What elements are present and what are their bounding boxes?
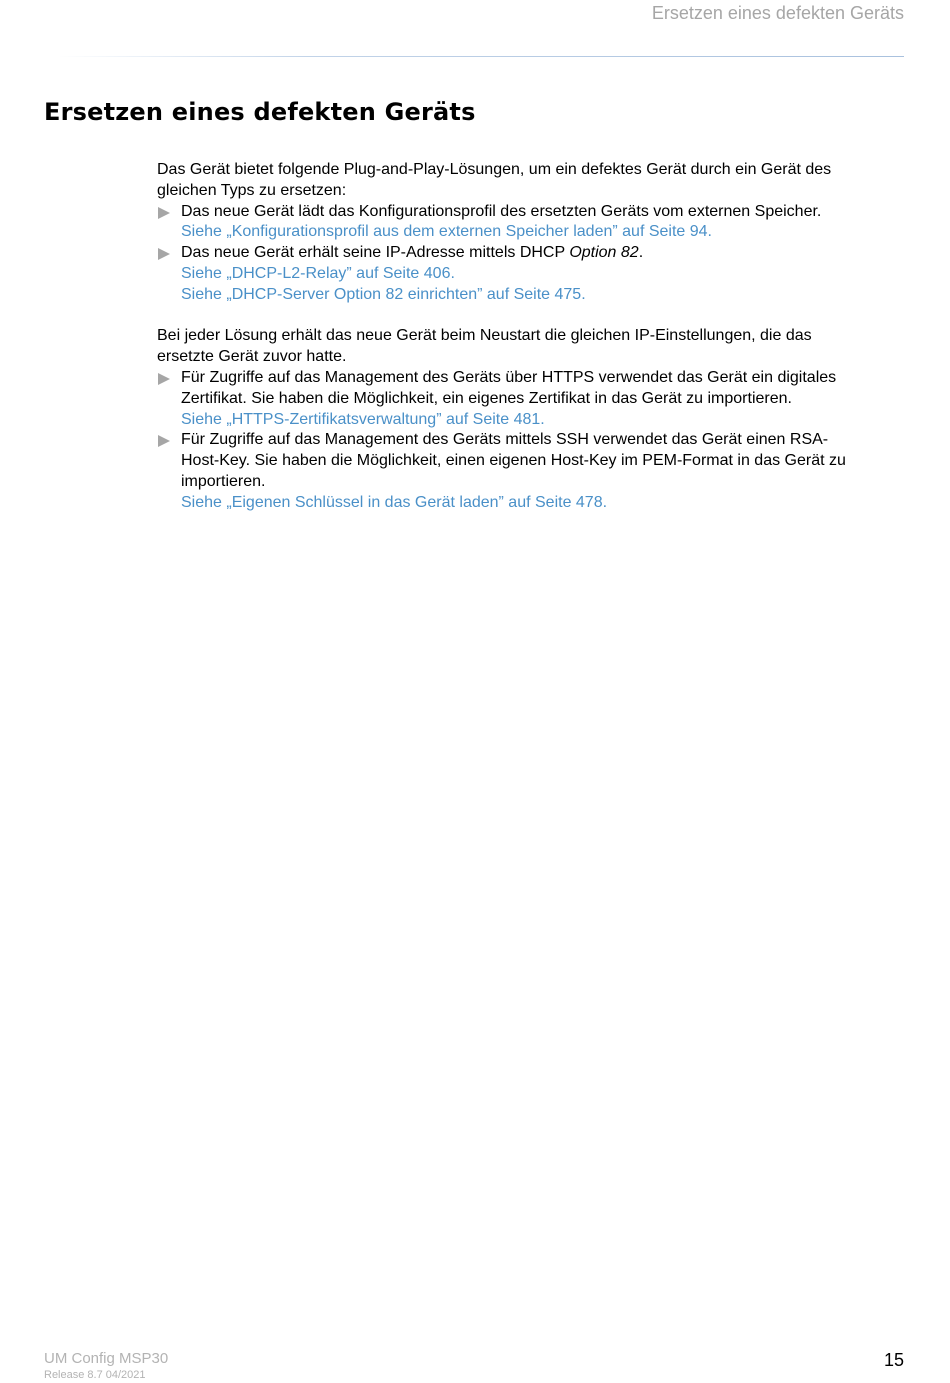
- paragraph-spacer: [157, 306, 917, 327]
- cross-reference-link[interactable]: Siehe „DHCP-Server Option 82 einrichten” auf Seite 475.: [181, 285, 586, 303]
- list-item: [157, 368, 917, 430]
- list-item: [157, 202, 917, 244]
- text-line: Bei jeder Lösung erhält das neue Gerät beim Neustart die gleichen IP-Einstellungen, die das: [157, 327, 812, 345]
- list-item-text: Zertifikat. Sie haben die Möglichkeit, ein eigenes Zertifikat in das Gerät zu importieren.: [181, 389, 792, 407]
- footer-release: Release 8.7 04/2021: [44, 1369, 146, 1381]
- cross-reference-link[interactable]: Siehe „DHCP-L2-Relay” auf Seite 406.: [181, 264, 455, 282]
- running-header: Ersetzen eines defekten Geräts: [651, 3, 904, 23]
- intro-paragraph-1: [157, 160, 917, 202]
- list-item-text: Das neue Gerät lädt das Konfigurationsprofil des ersetzten Geräts vom externen Speicher.: [181, 202, 822, 220]
- italic-term: Option 82: [569, 244, 639, 262]
- triangle-bullet-icon: [158, 373, 170, 385]
- list-item-text: Host-Key. Sie haben die Möglichkeit, einen eigenen Host-Key im PEM-Format in das Gerät zu: [181, 452, 846, 470]
- text-segment: .: [638, 244, 644, 262]
- footer-document-name: UM Config MSP30: [44, 1350, 169, 1367]
- list-item-text: Für Zugriffe auf das Management des Geräts über HTTPS verwendet das Gerät ein digitales: [181, 368, 837, 386]
- list-item-text: [181, 243, 917, 264]
- text-segment: Das neue Gerät erhält seine IP-Adresse mittels DHCP: [181, 244, 570, 262]
- list-item-text: importieren.: [181, 472, 266, 490]
- triangle-bullet-icon: [158, 248, 170, 260]
- footer: [44, 1350, 168, 1382]
- text-line: gleichen Typs zu ersetzen:: [157, 181, 347, 199]
- list-item-text: Für Zugriffe auf das Management des Geräts mittels SSH verwendet das Gerät einen RSA-: [181, 431, 829, 449]
- list-item: [157, 243, 917, 305]
- cross-reference-link[interactable]: Siehe „HTTPS-Zertifikatsverwaltung” auf Seite 481.: [181, 410, 545, 428]
- triangle-bullet-icon: [158, 435, 170, 447]
- header-rule: [58, 56, 904, 57]
- cross-reference-link[interactable]: Siehe „Eigenen Schlüssel in das Gerät laden” auf Seite 478.: [181, 493, 608, 511]
- intro-paragraph-2: [157, 326, 917, 368]
- page-number: 15: [883, 1350, 904, 1370]
- triangle-bullet-icon: [158, 207, 170, 219]
- body-text: [157, 160, 917, 514]
- cross-reference-link[interactable]: Siehe „Konfigurationsprofil aus dem externen Speicher laden” auf Seite 94.: [181, 223, 712, 241]
- text-line: ersetzte Gerät zuvor hatte.: [157, 348, 347, 366]
- list-item: [157, 430, 917, 513]
- text-line: Das Gerät bietet folgende Plug-and-Play-Lösungen, um ein defektes Gerät durch ein Gerät des: [157, 161, 832, 178]
- page-title: Ersetzen eines defekten Geräts: [44, 98, 476, 126]
